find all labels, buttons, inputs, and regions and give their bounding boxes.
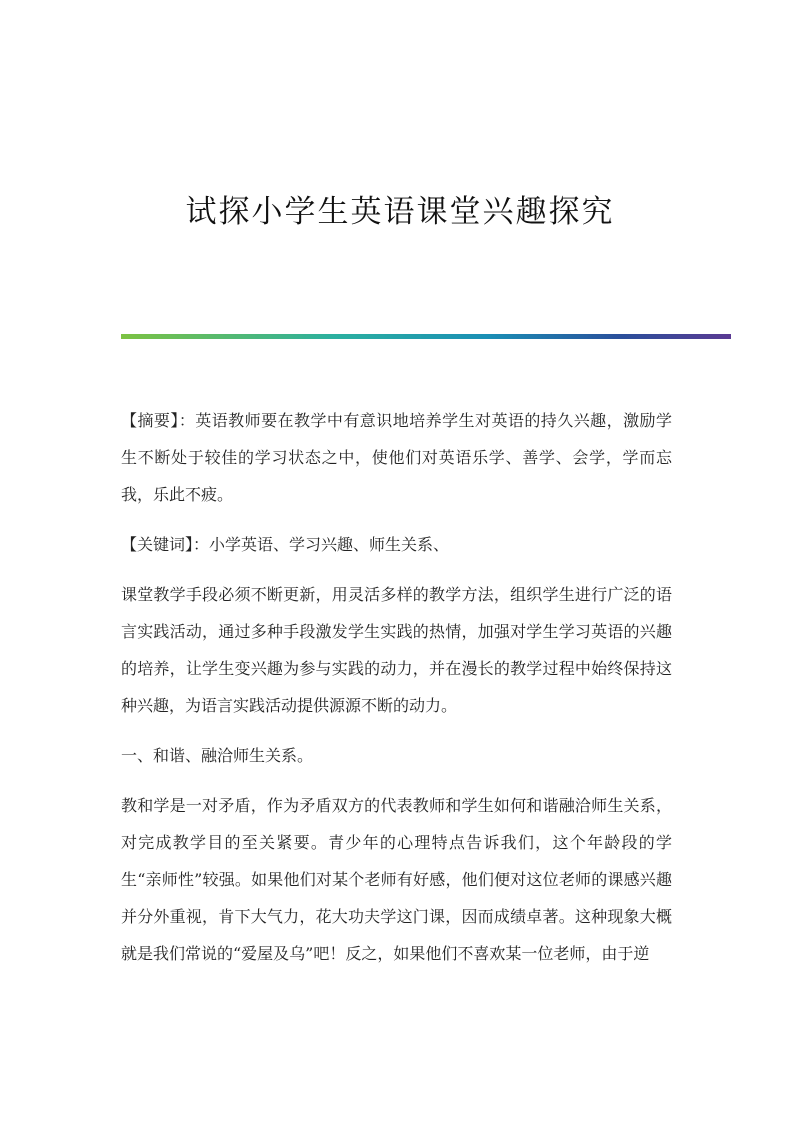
title-divider [121, 334, 731, 339]
section-heading: 一、和谐、融洽师生关系。 [121, 746, 314, 765]
body-paragraph-2: 教和学是一对矛盾，作为矛盾双方的代表教师和学生如何和谐融洽师生关系，对完成教学目的至关紧要。青少年的心理特点告诉我们，这个年龄段的学生“亲师性”较强。如果他们对某个老师有好感，他们便对这位老师的课感兴趣并分外重视，肯下大气力，花大功夫学这门课，因而成绩卓著。这种现象大概就是我们常说的“爱屋及乌”吧！反之，如果他们不喜欢某一位老师，由于逆 [121, 796, 672, 963]
keywords-paragraph: 【关键词】：小学英语、学习兴趣、师生关系、 [121, 535, 450, 554]
document-body [121, 402, 672, 972]
page-title: 试探小学生英语课堂兴趣探究 [185, 194, 615, 230]
abstract-paragraph: 【摘要】：英语教师要在教学中有意识地培养学生对英语的持久兴趣，激励学生不断处于较佳的学习状态之中，使他们对英语乐学、善学、会学，学而忘我，乐此不疲。 [121, 411, 672, 504]
body-paragraph-1: 课堂教学手段必须不断更新，用灵活多样的教学方法，组织学生进行广泛的语言实践活动，通过多种手段激发学生实践的热情，加强对学生学习英语的兴趣的培养，让学生变兴趣为参与实践的动力，并在漫长的教学过程中始终保持这种兴趣，为语言实践活动提供源源不断的动力。 [121, 585, 672, 715]
